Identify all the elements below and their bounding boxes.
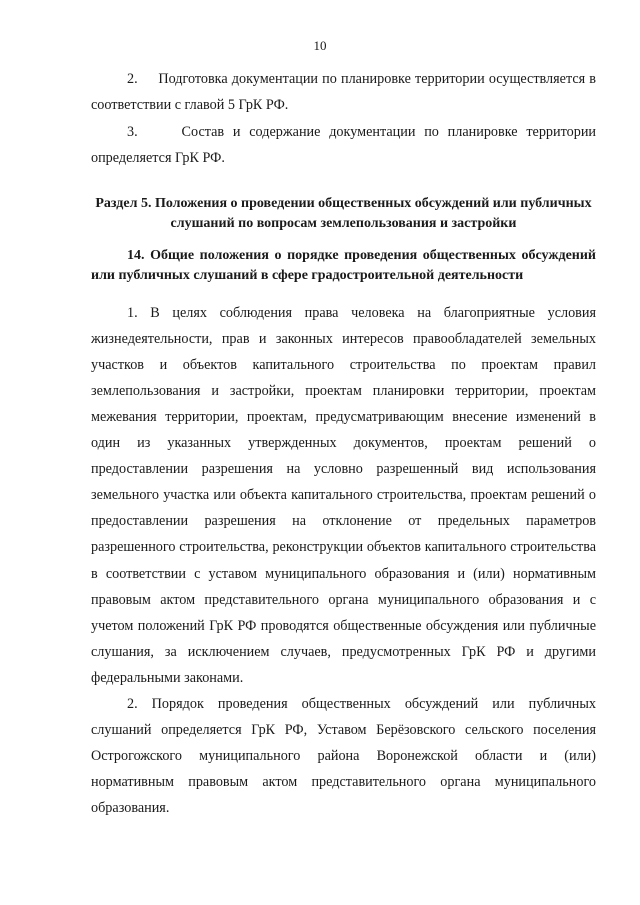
article-title: 14. Общие положения о порядке проведения общественных обсуждений или публичных слушаний в сфере градостроительной деятельности <box>91 247 596 283</box>
document-body <box>91 66 596 822</box>
paragraph-top-3: 3. Состав и содержание документации по планировке территории определяется ГрК РФ. <box>91 123 596 167</box>
paragraph-body-2: 2. Порядок проведения общественных обсуждений или публичных слушаний определяется ГрК РФ, Уставом Берёзовского сельского поселения Острогожского муниципального района Воронежской области и (или) нормативным правовым актом представительного органа муниципального образования. <box>91 696 596 817</box>
paragraph-top-2: 2. Подготовка документации по планировке территории осуществляется в соответствии с главой 5 ГрК РФ. <box>91 71 596 114</box>
page-number: 10 <box>313 38 327 53</box>
paragraph-body-1: 1. В целях соблюдения права человека на благоприятные условия жизнедеятельности, прав и законных интересов правообладателей земельных участков и объектов капитального строительства по проектам правил землепользования и застройки, проектам планировки территории, проектам межевания территории, проектам, предусматривающим внесение изменений в один из указанных утвержденных документов, проектам решений о предоставлении разрешения на условно разрешенный вид использования земельного участка или объекта капитального строительства, проектам решений о предоставлении разрешения на отклонение от предельных параметров разрешенного строительства, реконструкции объектов капитального строительства в соответствии с уставом муниципального образования и (или) нормативным правовым актом представительного органа муниципального образования и с учетом положений ГрК РФ проводятся общественные обсуждения или публичные слушания, за исключением случаев, предусмотренных ГрК РФ и другими федеральными законами. <box>91 304 596 686</box>
section-title: Раздел 5. Положения о проведении общественных обсуждений или публичных слушаний по вопросам землепользования и застройки <box>95 195 592 231</box>
